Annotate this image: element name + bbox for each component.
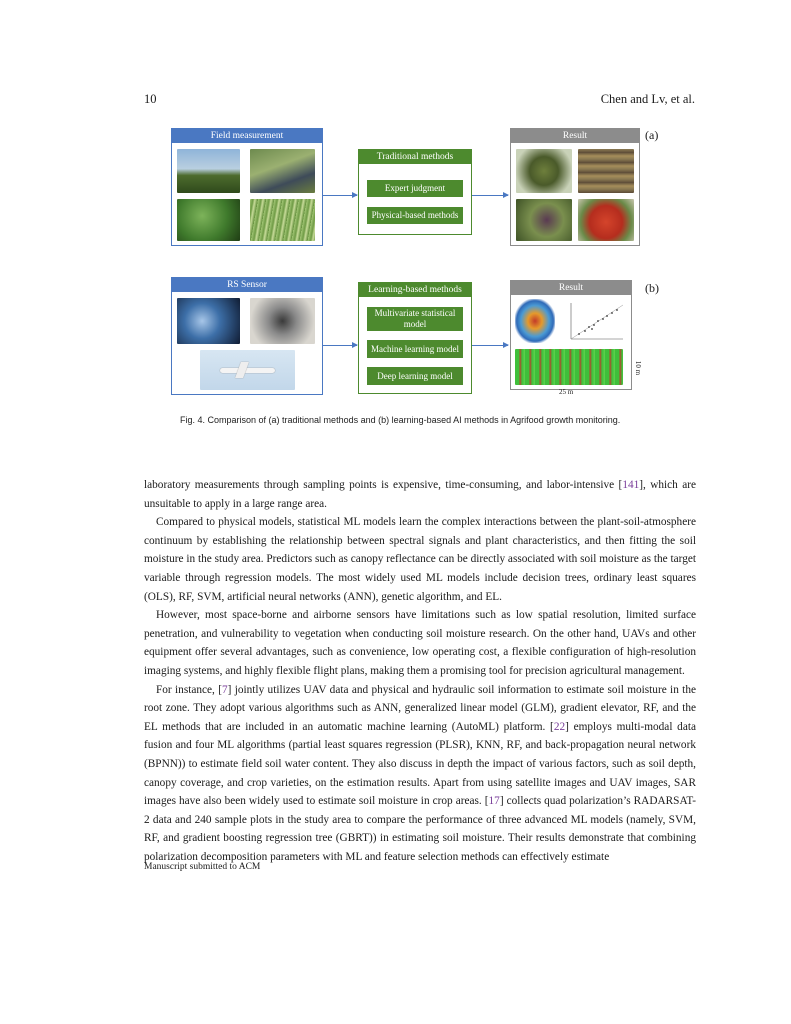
result-b-title: Result xyxy=(511,281,631,295)
paragraph-1 xyxy=(144,476,696,513)
field-measurement-panel xyxy=(171,128,323,246)
method-expert-judgment: Expert judgment xyxy=(367,180,463,197)
scale-y-label: 10 m xyxy=(634,360,643,376)
paragraph-3: However, most space-borne and airborne sensors have limitations such as low spatial resolution, limited surface penetration, and vulnerability to vegetation when conducting soil moisture research. On the other hand, UAVs and other equipment offer several advantages, such as convenience, low operating cost, a flexible configuration of high-resolution imaging systems, and highly flexible flight plans, making them a promising tool for precision agricultural management. xyxy=(144,609,696,677)
p4-text-b: ] jointly utilizes UAV data and physical and hydraulic soil information to estimate soil moisture in the root zone. They adopt various algorithms such as ANN, generalized linear model (GLM), gradient elevator, RF, and the EL methods that are included in an automatic machine learning (AutoML) platform. [ xyxy=(144,683,696,733)
result-panel-a xyxy=(510,128,640,246)
panel-a-tag: (a) xyxy=(645,128,659,142)
result-a-title: Result xyxy=(511,129,639,143)
field-photo-operator xyxy=(250,149,315,193)
field-photo-leaf-sensor xyxy=(177,199,240,241)
rs-photo-satellite xyxy=(177,298,240,344)
arrow-a-1 xyxy=(323,195,357,196)
arrow-b-1 xyxy=(323,345,357,346)
result-panel-b xyxy=(510,280,632,390)
result-map xyxy=(515,299,555,343)
citation-7[interactable]: 7 xyxy=(221,683,228,696)
arrow-b-2 xyxy=(472,345,508,346)
p4-text-c: ] employs multi-modal data fusion and four ML algorithms (partial least squares regression (PLSR), KNN, RF, and back-propagation neural network (BPNN)) to estimate field soil water content. They also discuss in depth the impact of various factors, such as soil depth, canopy coverage, and crop varieties, on the estimation results. Apart from using satellite images and UAV images, SAR images have also been widely used to estimate soil moisture in crop areas. [ xyxy=(144,720,696,808)
rs-sensor-panel xyxy=(171,277,323,395)
paragraph-2: Compared to physical models, statistical ML models learn the complex interactions between the plant-soil-atmosphere continuum by establishing the relationship between spectral signals and plant characteristics, and then fitting the soil moisture in the study area. Predictors such as canopy reflectance can be directly associated with soil moisture as the target variable through regression models. The most widely used ML models include decision trees, ordinary least squares (OLS), RF, SVM, artificial neural networks (ANN), genetic algorithm, and EL. xyxy=(144,516,696,603)
result-photo-plant xyxy=(516,199,572,241)
result-scatter-plot xyxy=(567,301,625,343)
citation-17[interactable]: 17 xyxy=(488,795,500,808)
result-photo-leaf xyxy=(516,149,572,193)
footer-note: Manuscript submitted to ACM xyxy=(144,862,261,872)
p1-text-a: laboratory measurements through sampling points is expensive, time-consuming, and labor-intensive [ xyxy=(144,479,623,491)
body-text xyxy=(144,476,696,866)
scale-x-label: 25 m xyxy=(559,388,574,396)
traditional-methods-title: Traditional methods xyxy=(359,150,471,164)
method-physical-based: Physical-based methods xyxy=(367,207,463,224)
citation-22[interactable]: 22 xyxy=(553,720,566,733)
method-machine-learning: Machine learning model xyxy=(367,340,463,358)
result-photo-strawberry xyxy=(578,199,634,241)
method-deep-learning: Deep learning model xyxy=(367,367,463,385)
result-heatmap xyxy=(515,349,623,385)
figure-caption: Fig. 4. Comparison of (a) traditional methods and (b) learning-based AI methods in Agrifood growth monitoring. xyxy=(180,415,621,425)
p4-text-d: ] collects quad polarization’s RADARSAT-2 data and 240 sample plots in the study area to compare the performance of three advanced ML models (namely, SVM, RF, and gradient boosting regression tree (GBRT)) in estimating soil moisture. Their results demonstrate that combining polarization decomposition parameters with ML and feature selection methods can effectively estimate xyxy=(144,795,696,863)
citation-141[interactable]: 141 xyxy=(622,479,640,491)
p1-text-b: ], which are unsuitable to apply in a large range area. xyxy=(144,479,696,510)
panel-b-tag: (b) xyxy=(645,281,659,295)
result-photo-field xyxy=(578,149,634,193)
rs-sensor-title: RS Sensor xyxy=(172,278,322,292)
running-header-authors: Chen and Lv, et al. xyxy=(600,92,695,106)
rs-photo-airplane xyxy=(200,350,295,390)
rs-photo-drone xyxy=(250,298,315,344)
paragraph-4 xyxy=(144,681,696,867)
figure-4 xyxy=(0,0,791,420)
field-measurement-title: Field measurement xyxy=(172,129,322,143)
method-multivariate: Multivariate statistical model xyxy=(367,307,463,331)
learning-methods-panel xyxy=(358,282,472,394)
field-photo-tractor xyxy=(177,149,240,193)
page-number: 10 xyxy=(144,92,157,106)
p4-text-a: For instance, [ xyxy=(156,683,222,696)
arrow-a-2 xyxy=(472,195,508,196)
traditional-methods-panel xyxy=(358,149,472,235)
field-photo-meter xyxy=(250,199,315,241)
learning-methods-title: Learning-based methods xyxy=(359,283,471,297)
